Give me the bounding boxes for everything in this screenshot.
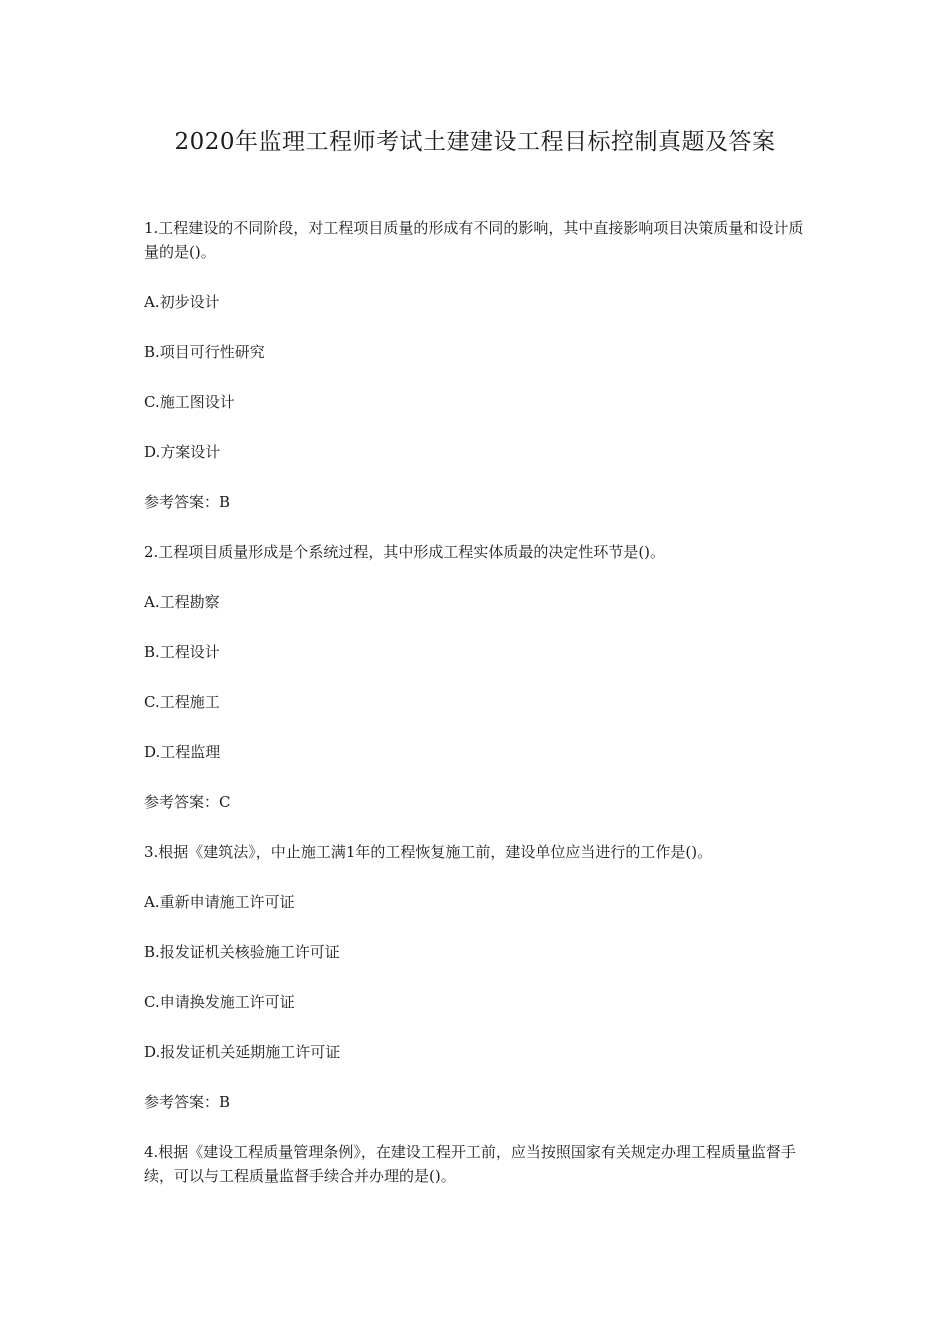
- question-4: [144, 1140, 812, 1188]
- question-2: [144, 540, 812, 840]
- option-c: C.施工图设计: [144, 393, 235, 411]
- option-b: B.项目可行性研究: [144, 343, 265, 361]
- document-title: 2020年监理工程师考试土建建设工程目标控制真题及答案: [174, 129, 776, 155]
- option-d: D.报发证机关延期施工许可证: [144, 1043, 341, 1061]
- answer: 参考答案：B: [144, 1093, 231, 1111]
- question-3: [144, 840, 812, 1140]
- question-text: 3.根据《建筑法》，中止施工满1年的工程恢复施工前，建设单位应当进行的工作是()。: [144, 843, 713, 861]
- option-c: C.申请换发施工许可证: [144, 993, 295, 1011]
- option-a: A.初步设计: [144, 293, 220, 311]
- answer: 参考答案：C: [144, 793, 231, 811]
- question-list: [144, 216, 812, 1188]
- answer: 参考答案：B: [144, 493, 231, 511]
- option-d: D.工程监理: [144, 743, 221, 761]
- option-b: B.工程设计: [144, 643, 220, 661]
- question-text: 2.工程项目质量形成是个系统过程，其中形成工程实体质最的决定性环节是()。: [144, 543, 666, 561]
- option-d: D.方案设计: [144, 443, 221, 461]
- option-a: A.工程勘察: [144, 593, 220, 611]
- option-a: A.重新申请施工许可证: [144, 893, 295, 911]
- question-text: 4.根据《建设工程质量管理条例》，在建设工程开工前，应当按照国家有关规定办理工程质量监督手续，可以与工程质量监督手续合并办理的是()。: [144, 1143, 796, 1185]
- option-b: B.报发证机关核验施工许可证: [144, 943, 340, 961]
- question-1: [144, 216, 812, 540]
- question-text: 1.工程建设的不同阶段，对工程项目质量的形成有不同的影响，其中直接影响项目决策质量和设计质量的是()。: [144, 219, 804, 261]
- option-c: C.工程施工: [144, 693, 220, 711]
